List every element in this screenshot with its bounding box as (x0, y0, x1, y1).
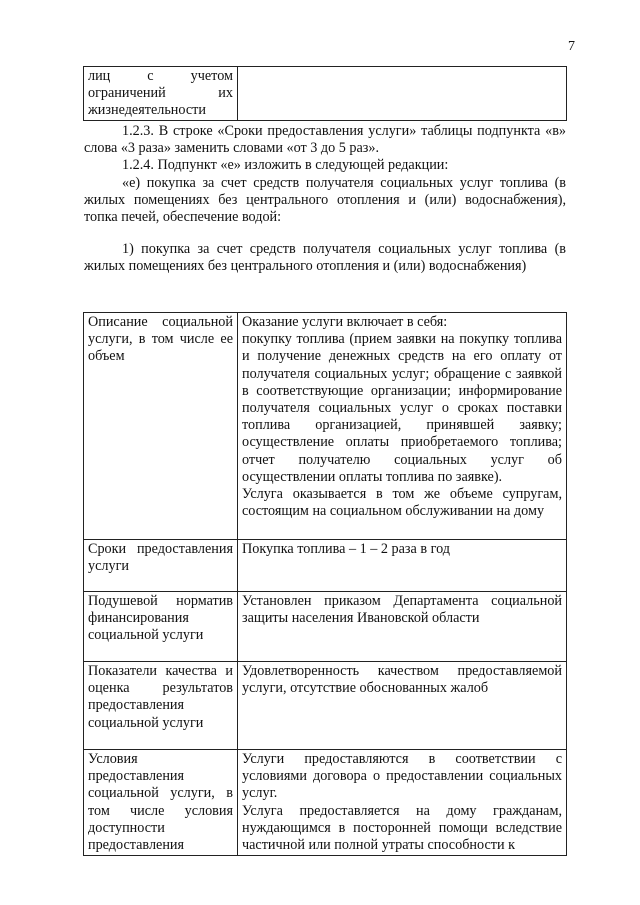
table-cell-label: Подушевой норматив финансирования социальной услуги (84, 592, 238, 662)
content-line: Оказание услуги включает в себя: (242, 314, 448, 330)
table-cell-content: Удовлетворенность качеством предоставляемой услуги, отсутствие обоснованных жалоб (238, 662, 567, 750)
table-cell-content (238, 313, 567, 540)
table-cell-label: Описание социальной услуги, в том числе ее объем (84, 313, 238, 540)
paragraph-subitem-e: «е) покупка за счет средств получателя социальных услуг топлива (в жилых помещениях без центрального отопления и (или) водоснабжения), топка печей, обеспечение водой: (84, 175, 566, 226)
paragraph-amendment-1-2-4: 1.2.4. Подпункт «е» изложить в следующей редакции: (122, 157, 449, 173)
table-row (84, 662, 567, 750)
content-line: Услуги предоставляются в соответствии с условиями договора о предоставлении социальных услуг. (242, 751, 562, 802)
service-table (83, 312, 567, 856)
table-row (84, 540, 567, 592)
table-cell-label: Показатели качества и оценка результатов предоставления социальной услуги (84, 662, 238, 750)
paragraph-item-1: 1) покупка за счет средств получателя социальных услуг топлива (в жилых помещениях без центрального отопления и (или) водоснабжения) (84, 241, 566, 275)
table-cell-content: Покупка топлива – 1 – 2 раза в год (238, 540, 567, 592)
top-table-fragment (83, 66, 567, 121)
table-row (84, 313, 567, 540)
page-number: 7 (568, 39, 575, 54)
content-line: покупку топлива (прием заявки на покупку топлива и получение денежных средств на его оплату от получателя социальных услуг; обращение с заявкой в соответствующие организации; информирование получателя социальных услуг о сроках поставки топлива организацией, принявшей заявку; осуществление оплаты приобретаемого топлива; отчет получателю социальных услуг об осуществлении оплаты топлива по заявке). (242, 331, 562, 485)
table-cell-label: лиц с учетом ограничений их жизнедеятельности (84, 67, 238, 121)
paragraph-amendment-1-2-3: 1.2.3. В строке «Сроки предоставления услуги» таблицы подпункта «в» слова «3 раза» заменить словами «от 3 до 5 раз». (84, 123, 566, 157)
table-row (84, 67, 567, 121)
table-cell-content (238, 67, 567, 121)
table-cell-label: Сроки предоставления услуги (84, 540, 238, 592)
content-line: Услуга предоставляется на дому гражданам, нуждающимся в посторонней помощи вследствие частичной или полной утраты способности к (242, 802, 562, 854)
table-cell-content (238, 750, 567, 856)
table-cell-label: Условия предоставления социальной услуги, в том числе условия доступности предоставления (84, 750, 238, 856)
table-row (84, 750, 567, 856)
table-row (84, 592, 567, 662)
content-line: Услуга оказывается в том же объеме супругам, состоящим на социальном обслуживании на дому (242, 486, 562, 520)
table-cell-content: Установлен приказом Департамента социальной защиты населения Ивановской области (238, 592, 567, 662)
